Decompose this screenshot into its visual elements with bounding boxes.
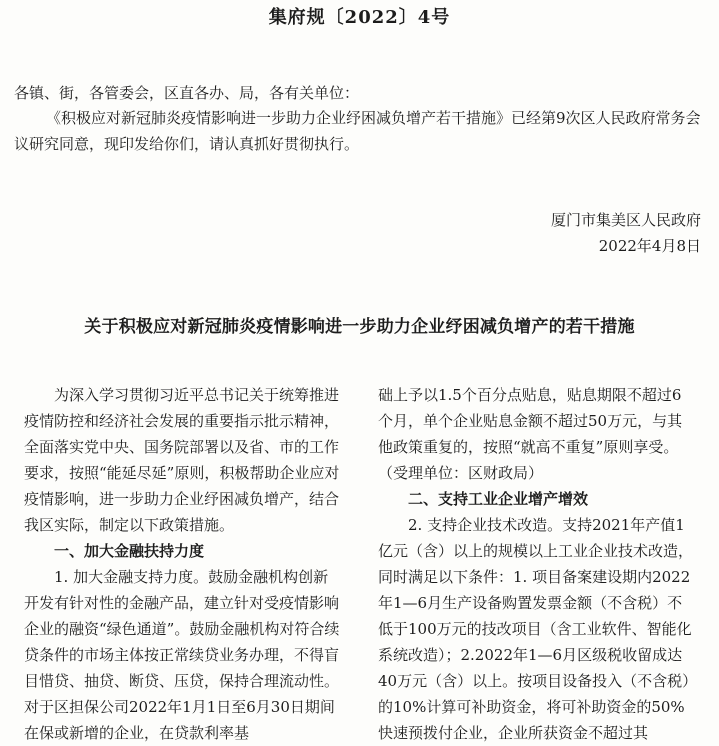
body-column-left (24, 382, 342, 746)
document-title: 关于积极应对新冠肺炎疫情影响进一步助力企业纾困减负增产的若干措施 (84, 317, 635, 337)
body-paragraph: 为深入学习贯彻习近平总书记关于统筹推进疫情防控和经济社会发展的重要指示批示精神，全面落实党中央、国务院部署以及省、市的工作要求，按照“能延尽延”原则，积极帮助企业应对疫情影响，进一步助力企业纾困减负增产，结合我区实际，制定以下政策措施。 (24, 386, 340, 534)
document-number: 集府规〔2022〕4号 (268, 7, 451, 28)
issuing-authority: 厦门市集美区人民政府 (550, 211, 701, 229)
section-heading: 一、加大金融扶持力度 (54, 542, 205, 560)
intro-paragraph: 《积极应对新冠肺炎疫情影响进一步助力企业纾困减负增产若干措施》已经第9次区人民政府常务会议研究同意，现印发给你们，请认真抓好贯彻执行。 (14, 109, 701, 153)
body-column-right (378, 382, 696, 746)
addressee-line: 各镇、街，各管委会，区直各办、局，各有关单位： (14, 84, 360, 102)
issue-date: 2022年4月8日 (598, 237, 701, 255)
body-paragraph: 2. 支持企业技术改造。支持2021年产值1亿元（含）以上的规模以上工业企业技术改造，同时满足以下条件：1. 项目备案建设期内2022年1—6月生产设备购置发票金额（不含税）不低于100万元的技改项目（含工业软件、智能化系统改造）；2.2022年1—6月区级税收留成达40万元（含）以上。按项目设备投入（不含税）的10%计算可补助资金，将可补助资金的50%快速预拨付企业，企业所获资金不超过其 (378, 516, 694, 742)
body-paragraph: 1. 加大金融支持力度。鼓励金融机构创新开发有针对性的金融产品，建立针对受疫情影响企业的融资“绿色通道”。鼓励金融机构对符合续贷条件的市场主体按正常续贷业务办理，不得盲目惜贷、抽贷、断贷、压贷，保持合理流动性。对于区担保公司2022年1月1日至6月30日期间在保或新增的企业，在贷款利率基 (24, 568, 340, 742)
section-heading: 二、支持工业企业增产增效 (408, 490, 589, 508)
body-paragraph-continued: 础上予以1.5个百分点贴息，贴息期限不超过6个月，单个企业贴息金额不超过50万元，与其他政策重复的，按照“就高不重复”原则享受。（受理单位：区财政局） (378, 386, 683, 482)
